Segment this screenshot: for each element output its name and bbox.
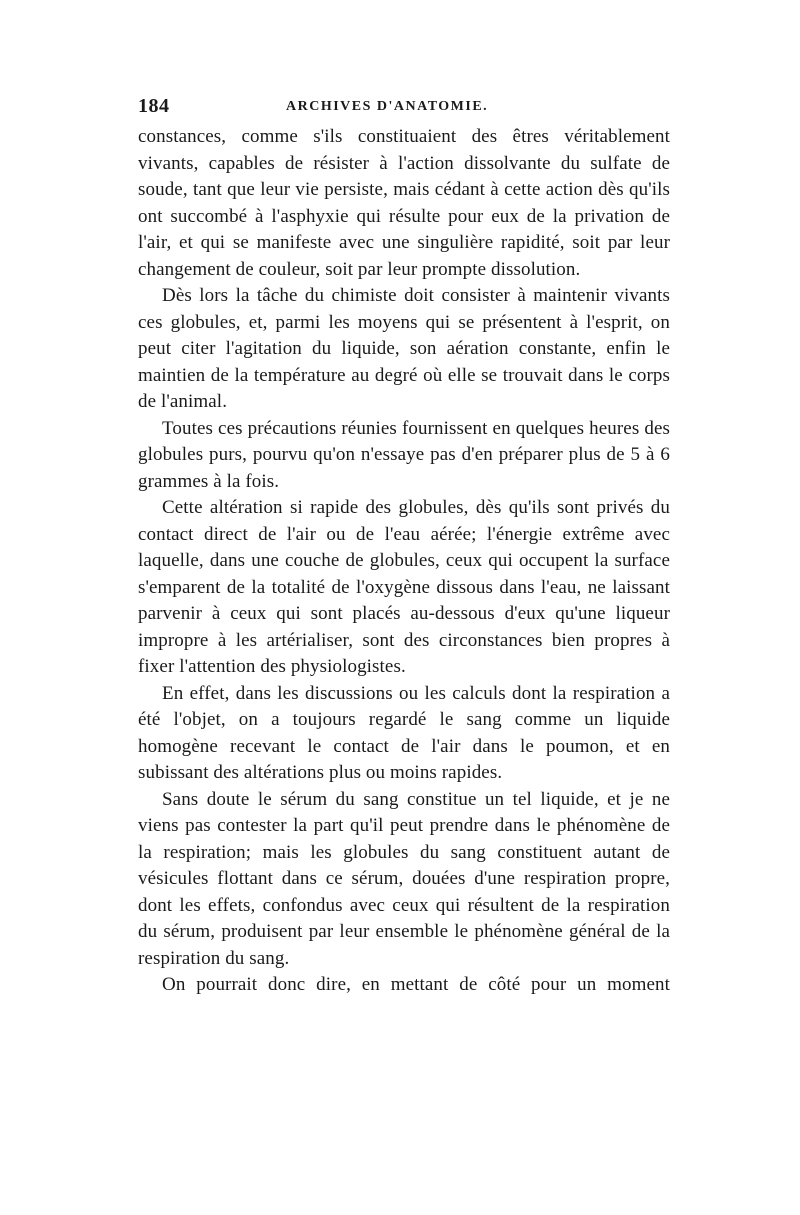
paragraph-1: constances, comme s'ils constituaient des êtres véritablement vivants, capables de résister à l'action dissolvante du sulfate de soude, tant que leur vie persiste, mais cédant à cette action dès qu'ils ont succombé à l'asphyxie qui résulte pour eux de la privation de l'air, et qui se manifeste avec une singulière rapidité, soit par leur changement de couleur, soit par leur prompte dissolution.: [138, 126, 670, 280]
paragraph-4: Cette altération si rapide des globules, dès qu'ils sont privés du contact direct de l'air ou de l'eau aérée; l'énergie extrême avec laquelle, dans une couche de globules, ceux qui occupent la surface s'emparent de la totalité de l'oxygène dissous dans l'eau, ne laissant parvenir à ceux qui sont placés au-dessous d'eux qu'une liqueur impropre à les artérialiser, sont des circonstances bien propres à fixer l'attention des physiologistes.: [138, 497, 670, 677]
book-page: [138, 95, 670, 999]
paragraph-2: Dès lors la tâche du chimiste doit consister à maintenir vivants ces globules, et, parmi les moyens qui se présentent à l'esprit, on peut citer l'agitation du liquide, son aération constante, enfin le maintien de la température au degré où elle se trouvait dans le corps de l'animal.: [138, 285, 670, 412]
paragraph-3: Toutes ces précautions réunies fournissent en quelques heures des globules purs, pourvu qu'on n'essaye pas d'en préparer plus de 5 à 6 grammes à la fois.: [138, 417, 670, 492]
body-text: [138, 124, 670, 999]
paragraph-5: En effet, dans les discussions ou les calculs dont la respiration a été l'objet, on a toujours regardé le sang comme un liquide homogène recevant le contact de l'air dans le poumon, et en subissant des altérations plus ou moins rapides.: [138, 682, 670, 783]
page-number: 184: [138, 95, 170, 117]
running-title: ARCHIVES D'ANATOMIE.: [286, 99, 489, 114]
paragraph-7: On pourrait donc dire, en mettant de côté pour un moment: [162, 974, 670, 995]
paragraph-6: Sans doute le sérum du sang constitue un tel liquide, et je ne viens pas contester la part qu'il peut prendre dans le phénomène de la respiration; mais les globules du sang constituent autant de vésicules flottant dans ce sérum, douées d'une respiration propre, dont les effets, confondus avec ceux qui résultent de la respiration du sérum, produisent par leur ensemble le phénomène général de la respiration du sang.: [138, 788, 670, 969]
page-header: [138, 95, 670, 121]
